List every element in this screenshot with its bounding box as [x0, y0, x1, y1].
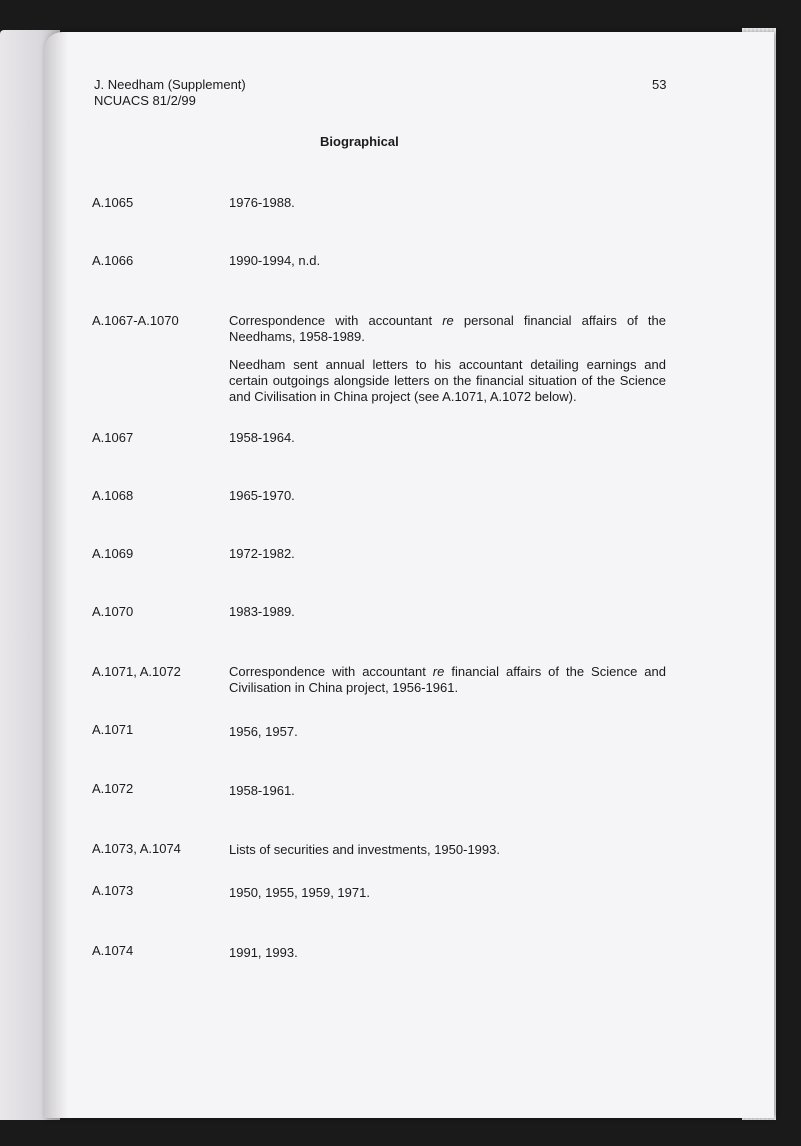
- entry-desc-part: Correspondence with accountant: [229, 664, 433, 679]
- entry-desc: 1950, 1955, 1959, 1971.: [229, 885, 370, 900]
- entry-desc-part: personal financial affairs of the Needhams, 1958-1989.: [229, 313, 666, 344]
- entry-ref: A.1066: [92, 253, 134, 268]
- entry-ref: A.1067-A.1070: [92, 313, 179, 328]
- entry-desc-re: re: [432, 664, 445, 679]
- entry-desc-part: Correspondence with accountant: [229, 313, 443, 328]
- entry-ref: A.1071: [92, 722, 134, 737]
- entry-desc: [229, 313, 666, 345]
- section-title: Biographical: [320, 134, 399, 149]
- page-number: 53: [652, 77, 667, 92]
- entry-desc: 1958-1961.: [229, 783, 295, 798]
- entry-ref: A.1074: [92, 943, 134, 958]
- entry-ref: A.1065: [92, 195, 134, 210]
- entry-ref: A.1067: [92, 430, 134, 445]
- entry-ref: A.1073, A.1074: [92, 841, 181, 856]
- entry-desc: [229, 664, 666, 696]
- entry-ref: A.1071, A.1072: [92, 664, 181, 679]
- entry-desc: Lists of securities and investments, 1950-1993.: [229, 842, 500, 857]
- entry-desc: 1991, 1993.: [229, 945, 298, 960]
- entry-desc: 1972-1982.: [229, 546, 295, 561]
- entry-desc-re: re: [442, 313, 454, 328]
- entry-ref: A.1072: [92, 781, 134, 796]
- entry-desc-part: financial affairs of the Science and Civilisation in China project, 1956-1961.: [229, 664, 666, 695]
- entry-desc: 1976-1988.: [229, 195, 295, 210]
- collection-title: J. Needham (Supplement): [94, 77, 246, 92]
- entry-ref: A.1073: [92, 883, 134, 898]
- entry-note: Needham sent annual letters to his accountant detailing earnings and certain outgoings alongside letters on the financial situation of the Science and Civilisation in China project (see A.1071, A.1072 below).: [229, 357, 666, 404]
- entry-ref: A.1068: [92, 488, 134, 503]
- entry-ref: A.1069: [92, 546, 134, 561]
- page-gutter-shadow: [44, 32, 68, 1118]
- catalogue-number: NCUACS 81/2/99: [94, 93, 196, 108]
- entry-desc: 1958-1964.: [229, 430, 295, 445]
- entry-desc: 1983-1989.: [229, 604, 295, 619]
- entry-ref: A.1070: [92, 604, 134, 619]
- entry-desc: 1990-1994, n.d.: [229, 253, 321, 268]
- entry-desc: 1965-1970.: [229, 488, 295, 503]
- entry-desc: 1956, 1957.: [229, 724, 298, 739]
